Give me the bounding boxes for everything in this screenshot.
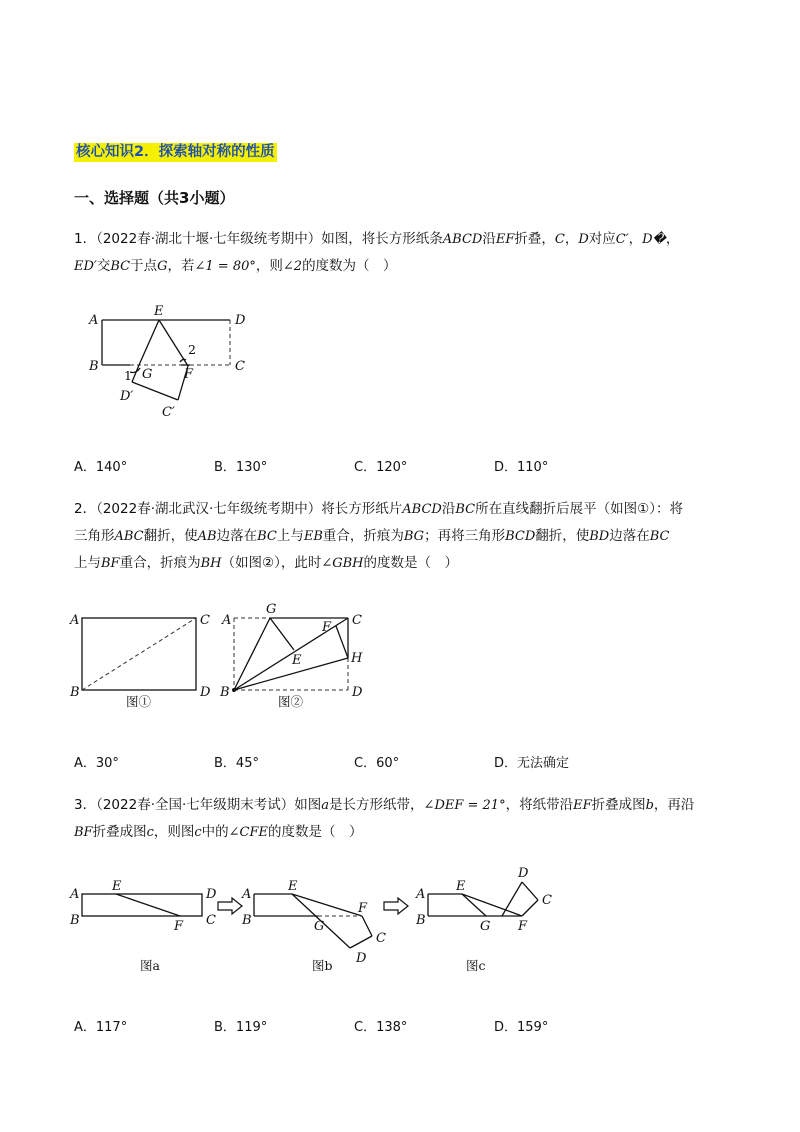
figb-label-G: G (314, 919, 325, 934)
question-2-figures (66, 602, 376, 714)
label-1: 1 (124, 368, 132, 383)
label-2: 2 (188, 342, 196, 357)
fig2-label-C: C (352, 613, 362, 628)
option-a[interactable]: A．140° (74, 460, 128, 475)
label-D-prime: D′ (120, 389, 134, 404)
question-2-text: 2．（2022春·湖北武汉·七年级统考期中）将长方形纸片ABCD沿BC所在直线翻折后展平（如图①）：将 三角形ABC翻折，使AB边落在BC上与EB重合，折痕为BG；再将三角形BCD翻折，使BD边落在BC 上与BF重合，折痕为BH（如图②），此时∠GBH的度数是（ ） (74, 501, 683, 571)
figc-caption: 图c (466, 958, 486, 973)
question-1-options (74, 456, 734, 476)
figc-label-A: A (416, 887, 426, 902)
option-b[interactable]: B．119° (214, 1020, 268, 1035)
fig2-label-E: E (292, 653, 302, 668)
arrow-1-icon (218, 898, 242, 914)
figa-label-F: F (174, 919, 184, 934)
label-G: G (142, 367, 153, 382)
fig1-label-C: C (200, 613, 210, 628)
figb-label-C: C (376, 931, 386, 946)
figc-label-C: C (542, 893, 552, 908)
figb-caption: 图b (312, 958, 333, 973)
question-1-figure (80, 300, 260, 425)
question-3-figures (66, 866, 566, 978)
figc-label-B: B (416, 913, 426, 928)
figa-label-E: E (112, 879, 122, 894)
figc-label-E: E (456, 879, 466, 894)
fig1-label-D: D (200, 685, 211, 700)
figc-label-D: D (518, 866, 529, 881)
label-A: A (89, 313, 99, 328)
label-F: F (184, 367, 194, 382)
option-d[interactable]: D．110° (494, 460, 549, 475)
arrow-2-icon (384, 898, 408, 914)
figa-label-B: B (70, 913, 80, 928)
figa-label-C: C (206, 913, 216, 928)
fig2-label-H: H (351, 651, 363, 666)
figb-label-D: D (356, 951, 367, 966)
label-B: B (89, 359, 99, 374)
fig2-label-A: A (222, 613, 232, 628)
figb-label-A: A (242, 887, 252, 902)
label-C: C (235, 359, 245, 374)
option-a[interactable]: A．117° (74, 1020, 128, 1035)
option-c[interactable]: C．120° (354, 460, 408, 475)
label-E: E (154, 304, 164, 319)
figa-caption: 图a (140, 958, 160, 973)
option-a[interactable]: A．30° (74, 756, 119, 771)
figa-label-A: A (70, 887, 80, 902)
option-b[interactable]: B．45° (214, 756, 259, 771)
section-title: 一、选择题（共3小题） (74, 189, 235, 207)
option-b[interactable]: B．130° (214, 460, 268, 475)
label-D: D (235, 313, 246, 328)
figa-label-D: D (206, 887, 217, 902)
option-d[interactable]: D．无法确定 (494, 756, 570, 771)
fig1-label-A: A (70, 613, 80, 628)
figb-label-B: B (242, 913, 252, 928)
fig2-label-B: B (220, 685, 230, 700)
question-2-options (74, 752, 734, 772)
fig2-label-D: D (352, 685, 363, 700)
fig1-caption: 图① (126, 694, 152, 709)
label-C-prime: C′ (162, 405, 175, 420)
figb-label-F: F (358, 901, 368, 916)
question-3-options (74, 1016, 734, 1036)
option-d[interactable]: D．159° (494, 1020, 549, 1035)
fig2-label-F: F (322, 620, 332, 635)
figc-label-F: F (518, 919, 528, 934)
figc-label-G: G (480, 919, 491, 934)
section-heading: 核心知识2．探索轴对称的性质 (76, 144, 275, 160)
fig2-label-G: G (266, 602, 277, 617)
figb-label-E: E (288, 879, 298, 894)
question-3-text: 3．（2022春·全国·七年级期末考试）如图a是长方形纸带，∠DEF = 21°，将纸带沿EF折叠成图b，再沿 BF折叠成图c，则图c中的∠CFE的度数是（ ） (74, 797, 695, 840)
question-1-text: 1．（2022春·湖北十堰·七年级统考期中）如图，将长方形纸条ABCD沿EF折叠，C，D对应C′，D�， ED′交BC于点G，若∠1 = 80°，则∠2的度数为（ ） (74, 231, 680, 274)
fig1-label-B: B (70, 685, 80, 700)
option-c[interactable]: C．138° (354, 1020, 408, 1035)
option-c[interactable]: C．60° (354, 756, 400, 771)
fig2-caption: 图② (278, 694, 304, 709)
